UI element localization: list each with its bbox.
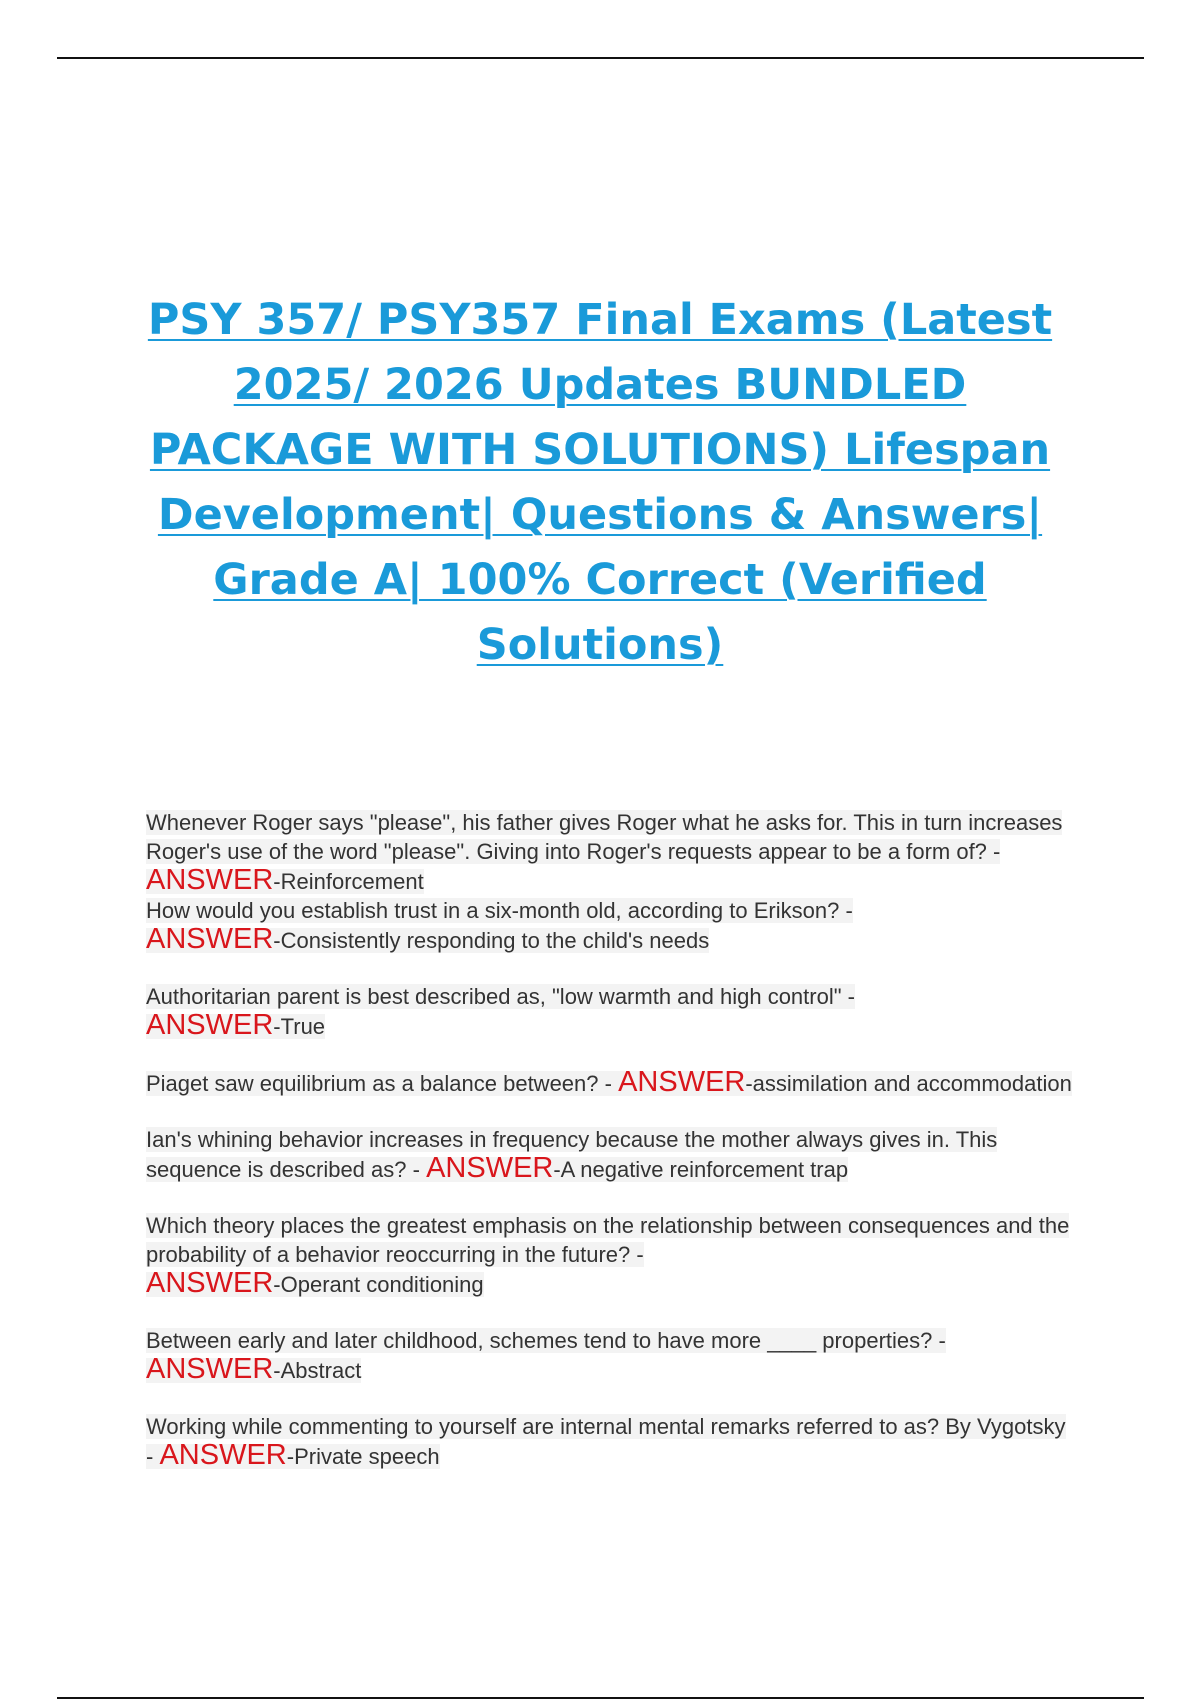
top-divider bbox=[57, 57, 1144, 59]
answer-label: ANSWER bbox=[146, 1267, 274, 1299]
qa-item-4 bbox=[146, 1068, 1076, 1098]
answer-label: ANSWER bbox=[146, 864, 274, 896]
qa-list bbox=[146, 808, 1076, 1471]
qa-item-6 bbox=[146, 1211, 1076, 1299]
question-text: Authoritarian parent is best described as, "low warmth and high control" - bbox=[146, 984, 855, 1009]
question-text: Between early and later childhood, schemes tend to have more ____ properties? - bbox=[146, 1328, 946, 1353]
answer-label: ANSWER bbox=[159, 1439, 287, 1471]
document-title: PSY 357/ PSY357 Final Exams (Latest 2025/ 2026 Updates BUNDLED PACKAGE WITH SOLUTIONS) Lifespan Development| Questions & Answers| Grade A| 100% Correct (Verified Solutions) bbox=[147, 295, 1053, 670]
answer-text: -Operant conditioning bbox=[273, 1272, 484, 1297]
answer-text: -assimilation and accommodation bbox=[745, 1071, 1072, 1096]
question-text: Which theory places the greatest emphasis on the relationship between consequences and the probability of a behavior reoccurring in the future? - bbox=[146, 1213, 1070, 1267]
question-text: Ian's whining behavior increases in frequency because the mother always gives in. This sequence is described as? - bbox=[146, 1127, 998, 1182]
answer-text: -Consistently responding to the child's needs bbox=[273, 928, 710, 953]
answer-text: -Abstract bbox=[273, 1358, 362, 1383]
bottom-divider bbox=[57, 1697, 1144, 1699]
qa-item-3 bbox=[146, 982, 1076, 1041]
question-text: Whenever Roger says "please", his father gives Roger what he asks for. This in turn increases Roger's use of the word "please". Giving into Roger's requests appear to be a form of? - bbox=[146, 810, 1063, 864]
answer-text: -Private speech bbox=[286, 1444, 440, 1469]
qa-item-8 bbox=[146, 1412, 1076, 1471]
qa-item-1 bbox=[146, 808, 1076, 896]
answer-label: ANSWER bbox=[146, 1353, 274, 1385]
answer-text: -True bbox=[273, 1014, 326, 1039]
question-text: Working while commenting to yourself are internal mental remarks referred to as? By Vygotsky - bbox=[146, 1414, 1066, 1469]
qa-item-2 bbox=[146, 896, 1076, 955]
answer-text: -Reinforcement bbox=[273, 869, 424, 894]
answer-text: -A negative reinforcement trap bbox=[553, 1157, 849, 1182]
question-text: Piaget saw equilibrium as a balance between? - bbox=[146, 1071, 619, 1096]
answer-label: ANSWER bbox=[146, 923, 274, 955]
question-text: How would you establish trust in a six-month old, according to Erikson? - bbox=[146, 898, 853, 923]
qa-item-5 bbox=[146, 1125, 1076, 1184]
answer-label: ANSWER bbox=[146, 1009, 274, 1041]
qa-item-7 bbox=[146, 1326, 1076, 1385]
answer-label: ANSWER bbox=[426, 1152, 554, 1184]
answer-label: ANSWER bbox=[618, 1066, 746, 1098]
